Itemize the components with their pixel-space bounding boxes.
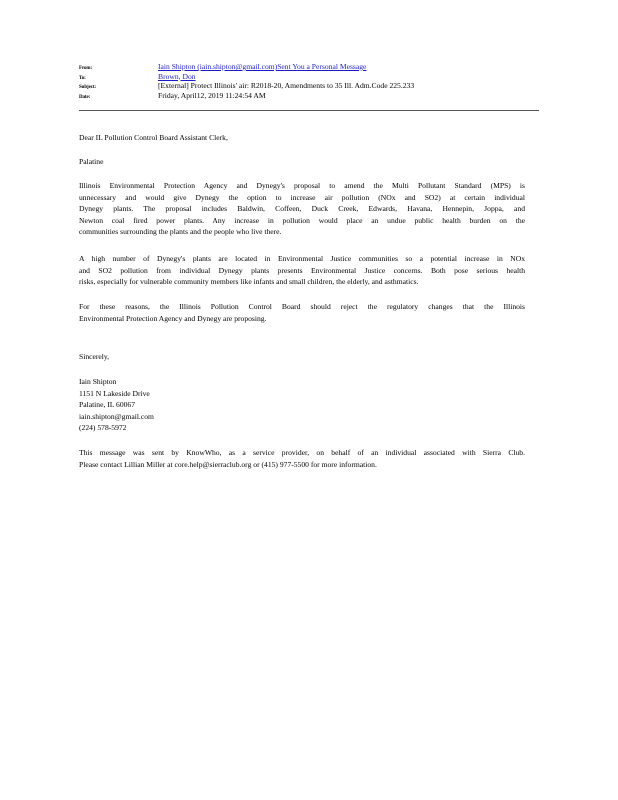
paragraph-line: unnecessary and would give Dynegy the option to increase air pollution (NOx and SO2) at certain individual: [79, 192, 525, 202]
footer-line: Please contact Lillian Miller at core.help@sierraclub.org or (415) 977-5500 for more information.: [79, 459, 377, 469]
to-value-link[interactable]: Brown, Don: [158, 71, 196, 81]
signature-name: Iain Shipton: [79, 377, 117, 386]
date-label: Date:: [79, 94, 91, 100]
signature-phone: (224) 578-5972: [79, 423, 127, 433]
date-value: Friday, April12, 2019 11:24:54 AM: [158, 90, 266, 100]
signature-city: Palatine, IL 60067: [79, 400, 136, 410]
paragraph-line: A high number of Dynegy's plants are located in Environmental Justice communities so a potential increase in NOx: [79, 254, 525, 263]
header-divider: [79, 110, 539, 111]
paragraph-line: Newton coal fired power plants. Any increase in pollution would place an undue public health burden on the: [79, 215, 525, 225]
greeting: Dear IL Pollution Control Board Assistant Clerk,: [79, 133, 228, 142]
paragraph-2: [79, 253, 525, 288]
signature-street: 1151 N Lakeside Drive: [79, 388, 150, 398]
paragraph-line: Environmental Protection Agency and Dynegy are proposing.: [79, 313, 267, 323]
closing: Sincerely,: [79, 352, 110, 361]
signature-email: iain.shipton@gmail.com: [79, 411, 154, 421]
subject-label: Subject:: [79, 85, 96, 90]
paragraph-line: risks, especially for vulnerable community members like infants and small children, the elderly, and asthmatics.: [79, 277, 419, 287]
paragraph-line: Dynegy plants. The proposal includes Baldwin, Coffeen, Duck Creek, Edwards, Havana, Hennepin, Joppa, and: [79, 204, 525, 214]
from-value-link[interactable]: Iain Shipton (iain.shipton@gmail.com)Sent You a Personal Message: [158, 62, 367, 71]
footer-line: This message was sent by KnowWho, as a service provider, on behalf of an individual associated with Sierra Club.: [79, 448, 525, 457]
paragraph-line: Illinois Environmental Protection Agency and Dynegy's proposal to amend the Multi Pollutant Standard (MPS) is: [79, 181, 525, 190]
footer-notice: [79, 447, 525, 470]
from-row: [79, 62, 539, 72]
paragraph-3: [79, 301, 525, 324]
subject-value: [External] Protect Illinois' air: R2018-20, Amendments to 35 Ill. Adm.Code 225.233: [158, 81, 415, 90]
paragraph-1: [79, 180, 525, 238]
to-row: [79, 72, 539, 82]
email-header: [79, 62, 539, 100]
signature-block: [79, 376, 154, 434]
sender-city: Palatine: [79, 157, 104, 166]
paragraph-line: For these reasons, the Illinois Pollution Control Board should reject the regulatory changes that the Illinois: [79, 302, 525, 311]
paragraph-line: communities surrounding the plants and the people who live there.: [79, 227, 282, 237]
paragraph-line: and SO2 pollution from individual Dynegy plants presents Environmental Justice concerns. Both pose serious health: [79, 265, 525, 275]
to-label: To:: [79, 75, 86, 81]
date-row: [79, 91, 539, 101]
subject-row: [79, 81, 539, 91]
from-label: From:: [79, 66, 93, 71]
